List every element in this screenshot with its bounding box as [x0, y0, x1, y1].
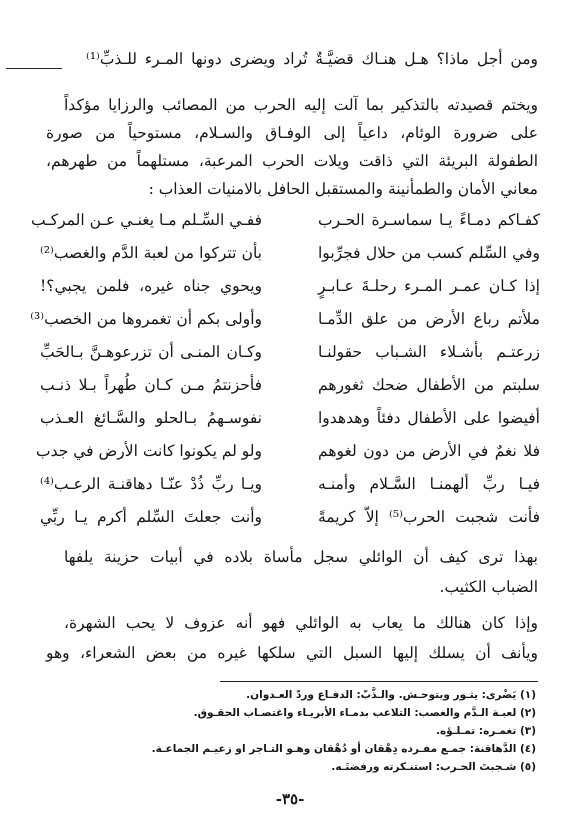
verse-row [40, 403, 540, 433]
page-number: -٣٥- [275, 790, 305, 808]
verse-first-hemistich: فلا نغمٌ في الأرض من دون لغوهم [318, 442, 540, 460]
verse-row [40, 271, 540, 301]
paragraph-line: على ضرورة الوئام، داعياً إلى الوفـاق والسـلام، مستوحياً من صورة [46, 124, 538, 142]
footnote-separator [220, 681, 538, 682]
verse-row [36, 436, 540, 466]
paragraph-line: وإذا كان هنالك ما يعاب به الوائلي فهو أنه عزوف لا يحب الشهرة، [64, 614, 538, 632]
footnote: (٣) تغمـره: تمـلـؤه. [436, 725, 536, 737]
continuation-rule [6, 68, 62, 69]
paragraph-line: معاني الأمان والطمأنينة والمستقبل الحافل بالامنيات العذاب : [148, 180, 538, 198]
verse-row [40, 469, 540, 499]
verse-row [31, 205, 540, 235]
verse-first-hemistich: كفـاكم دمـاءً يـا سماسـرة الحـرب [318, 211, 540, 229]
paragraph-line: ويختم قصيدته بالتذكير بما آلت إليه الحرب من المصائب والرزايا مؤكداً [64, 96, 538, 114]
footnote: (٢) لعبـة الـدَّم والغصب: التلاعب بدمـاء الأبريـاء واغتصـاب الحقـوق. [193, 707, 536, 719]
paragraph-line: ويأنف أن يسلك إليها السبل التي سلكها غيره من بعض الشعراء، وهو [46, 644, 538, 662]
verse-first-hemistich: إذا كـان عمـر المـرء رحلـةَ عـابـرٍ [318, 277, 540, 295]
paragraph-line: بهذا ترى كيف أن الوائلي سجل مأساة بلاده في أبيات حزينة يلفها [64, 548, 538, 566]
verse-first-hemistich: فأنت شجبت الحرب⁽⁵⁾ إلاّ كريمةً [318, 508, 540, 526]
verse-first-hemistich: فيـا ربِّ ألهمنـا السَّـلام وأمنـه [318, 475, 540, 493]
verse-second-hemistich: نفوسـهمُ بـالحلو والسَّـائغ العـذب [40, 409, 262, 427]
paragraph-line: الضباب الكثيب. [439, 578, 538, 596]
verse-first-hemistich: زرعتـم بأشـلاء الشـباب حقولنـا [318, 343, 540, 361]
verse-second-hemistich: وأنت جعلتَ السِّلم أكرم يـا ربِّي [40, 508, 262, 526]
footnote: (٥) شـجبتَ الحـرب: استنـكرته ورفضتَـه. [331, 761, 536, 773]
verse-row [30, 304, 540, 334]
verse-second-hemistich: ففـي السِّـلم مـا يغنـي عـن المركـب [31, 211, 262, 229]
verse-second-hemistich: فأحزنتمُ مـن كـان طُهراً بـلا ذنـب [40, 376, 262, 394]
verse-first-hemistich: سلبتم من الأطفال ضحك ثغورهم [318, 376, 540, 394]
verse-second-hemistich: ولو لم يكونوا كانت الأرض في جدب [36, 442, 262, 460]
paragraph-line: الطفولة البريئة التي ذاقت ويلات الحرب المرعبة، مستلهماً من طهرهم، [46, 152, 538, 170]
verse-row [40, 370, 540, 400]
verse-row [40, 238, 540, 268]
verse-second-hemistich: وكـان المنـى أن تزرعوهـنَّ بـالحَبِّ [40, 343, 262, 361]
verse-row [40, 337, 540, 367]
verse-second-hemistich: ويحوي جناه غيره، فلمن يجبي؟! [40, 277, 262, 295]
verse-second-hemistich: بأن تتركوا من لعبة الدَّم والغصب⁽²⁾ [40, 244, 262, 262]
footnote: (١) يَضْرى: يثـور ويتوحـش. والـذَّبّ: الدفـاع وردّ العـدوان. [246, 689, 536, 701]
top-verse: ومن أجل ماذا؟ هـل هنـاك قضيَّـةٌ تُراد ويضرى دونها المـرء للـذبِّ⁽¹⁾ [86, 50, 538, 68]
verse-second-hemistich: وأولى بكم أن تغمروها من الخصب⁽³⁾ [30, 310, 262, 328]
verse-second-hemistich: ويـا ربِّ ذُدْ عنّـا دهاقنـة الرعـب⁽⁴⁾ [40, 475, 262, 493]
verse-first-hemistich: أفيضوا على الأطفال دفئاً وهدهدوا [318, 409, 540, 427]
verse-first-hemistich: وفي السِّلم كسب من حلال فجرِّبوا [318, 244, 540, 262]
footnote: (٤) الدَّهاقنة: جمـع مفـرده دِهْقان أو دُهْقان وهـو التـاجر او زعيـم الجماعـة. [151, 743, 536, 755]
verse-first-hemistich: ملأتم رباع الأرض من علق الدِّمـا [318, 310, 540, 328]
verse-row [40, 502, 540, 532]
